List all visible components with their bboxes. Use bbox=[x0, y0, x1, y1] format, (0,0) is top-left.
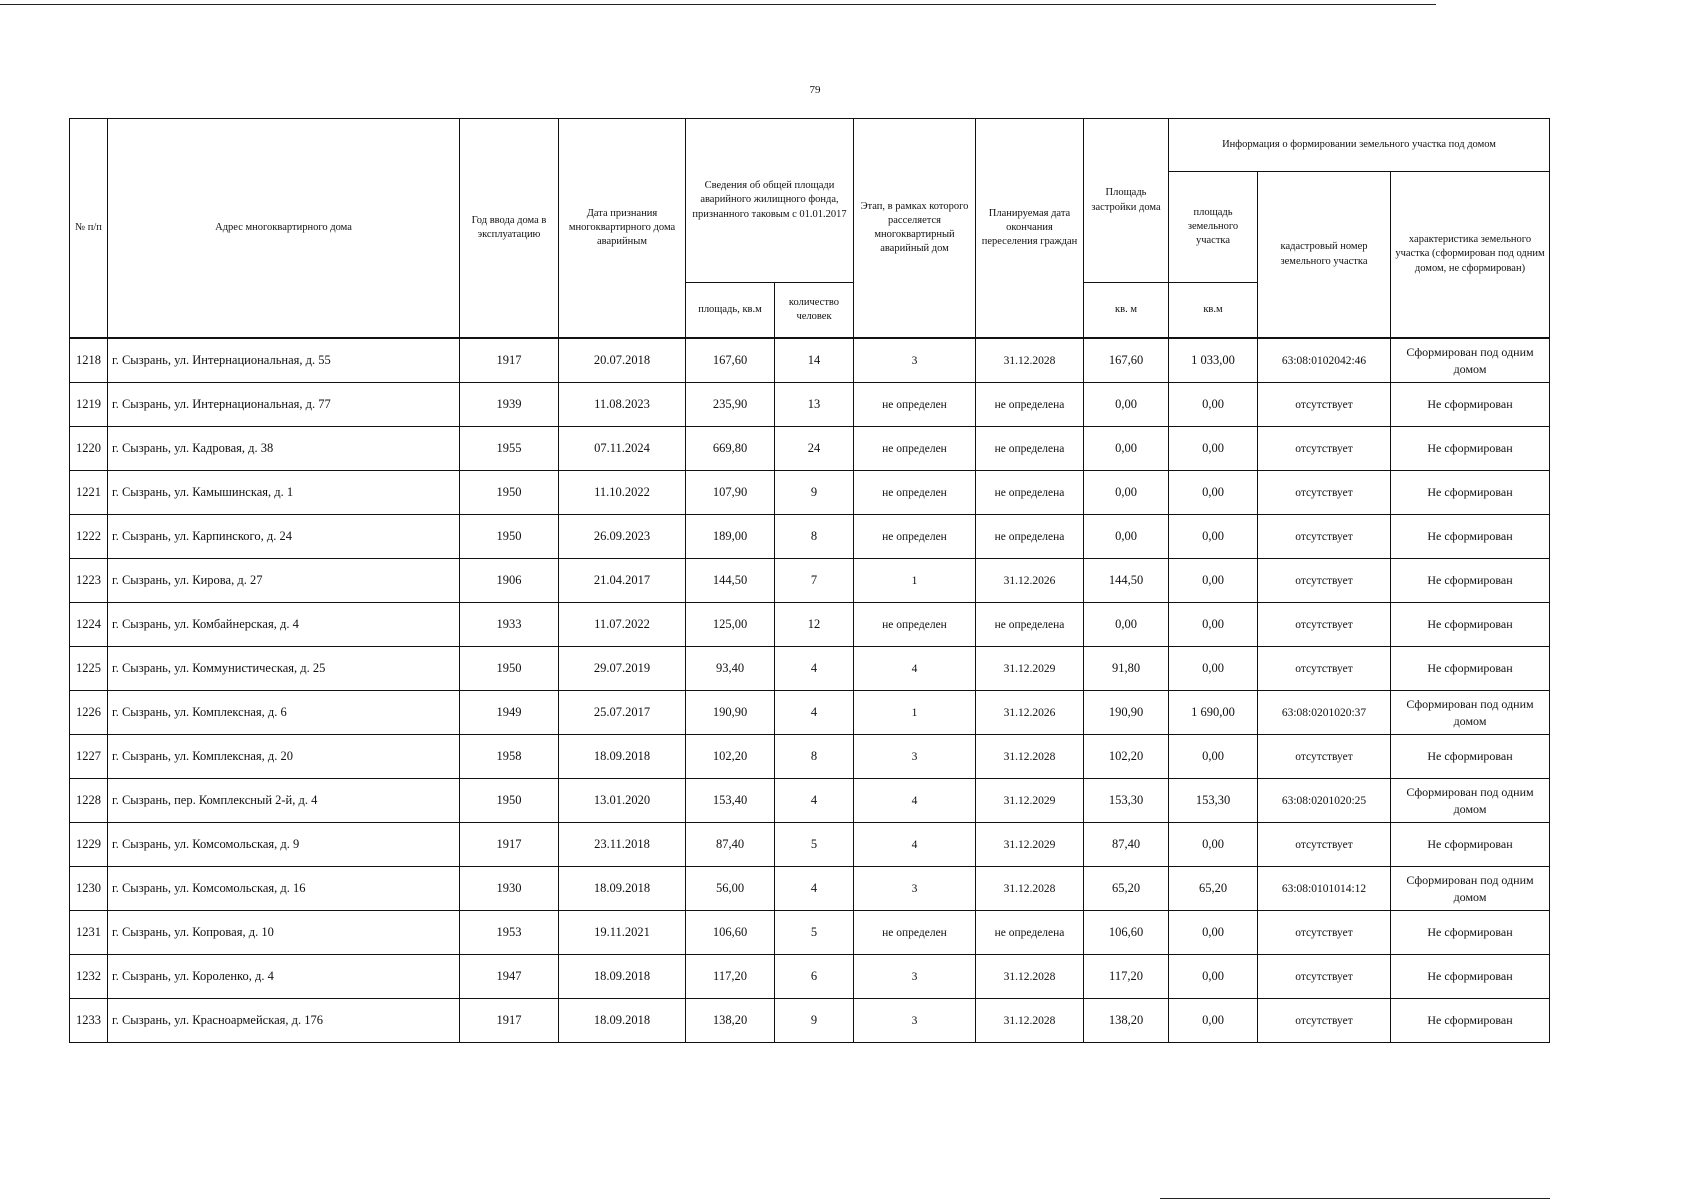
cell-num: 1227 bbox=[70, 735, 108, 779]
cell-planned-date: 31.12.2026 bbox=[976, 691, 1084, 735]
cell-land-characteristic: Сформирован под одним домом bbox=[1391, 867, 1550, 911]
cell-build-area: 0,00 bbox=[1084, 471, 1169, 515]
cell-area: 87,40 bbox=[686, 823, 775, 867]
cell-land-characteristic: Не сформирован bbox=[1391, 427, 1550, 471]
cell-year: 1917 bbox=[460, 823, 559, 867]
cell-land-characteristic: Не сформирован bbox=[1391, 823, 1550, 867]
cell-area: 125,00 bbox=[686, 603, 775, 647]
cell-land-area: 0,00 bbox=[1169, 383, 1258, 427]
cell-people: 9 bbox=[775, 999, 854, 1043]
cell-build-area: 144,50 bbox=[1084, 559, 1169, 603]
cell-land-area: 0,00 bbox=[1169, 911, 1258, 955]
header-num: № п/п bbox=[70, 119, 108, 339]
cell-planned-date: 31.12.2029 bbox=[976, 779, 1084, 823]
cell-cadastral: отсутствует bbox=[1258, 735, 1391, 779]
cell-address: г. Сызрань, ул. Комсомольская, д. 9 bbox=[108, 823, 460, 867]
cell-build-area: 138,20 bbox=[1084, 999, 1169, 1043]
cell-address: г. Сызрань, ул. Комплексная, д. 6 bbox=[108, 691, 460, 735]
cell-land-area: 0,00 bbox=[1169, 735, 1258, 779]
cell-area: 669,80 bbox=[686, 427, 775, 471]
cell-land-area: 65,20 bbox=[1169, 867, 1258, 911]
cell-people: 7 bbox=[775, 559, 854, 603]
header-planned-date: Планируемая дата окончания переселения граждан bbox=[976, 119, 1084, 339]
cell-planned-date: не определена bbox=[976, 603, 1084, 647]
cell-year: 1955 bbox=[460, 427, 559, 471]
cell-cadastral: 63:08:0101014:12 bbox=[1258, 867, 1391, 911]
cell-stage: 1 bbox=[854, 691, 976, 735]
bottom-rule bbox=[1160, 1198, 1550, 1199]
cell-land-characteristic: Не сформирован bbox=[1391, 647, 1550, 691]
cell-people: 8 bbox=[775, 735, 854, 779]
cell-address: г. Сызрань, ул. Камышинская, д. 1 bbox=[108, 471, 460, 515]
cell-build-area: 0,00 bbox=[1084, 515, 1169, 559]
header-people: количество человек bbox=[775, 283, 854, 339]
cell-build-area: 153,30 bbox=[1084, 779, 1169, 823]
cell-year: 1906 bbox=[460, 559, 559, 603]
cell-year: 1958 bbox=[460, 735, 559, 779]
cell-address: г. Сызрань, ул. Интернациональная, д. 77 bbox=[108, 383, 460, 427]
cell-land-characteristic: Сформирован под одним домом bbox=[1391, 338, 1550, 383]
cell-people: 4 bbox=[775, 867, 854, 911]
cell-stage: 4 bbox=[854, 647, 976, 691]
cell-recognition-date: 11.10.2022 bbox=[559, 471, 686, 515]
cell-num: 1218 bbox=[70, 338, 108, 383]
cell-area: 93,40 bbox=[686, 647, 775, 691]
cell-build-area: 190,90 bbox=[1084, 691, 1169, 735]
cell-land-area: 0,00 bbox=[1169, 515, 1258, 559]
cell-recognition-date: 19.11.2021 bbox=[559, 911, 686, 955]
cell-cadastral: отсутствует bbox=[1258, 471, 1391, 515]
cell-cadastral: 63:08:0201020:37 bbox=[1258, 691, 1391, 735]
cell-land-area: 0,00 bbox=[1169, 603, 1258, 647]
table-row bbox=[70, 911, 1550, 955]
cell-land-area: 0,00 bbox=[1169, 823, 1258, 867]
cell-num: 1229 bbox=[70, 823, 108, 867]
cell-num: 1220 bbox=[70, 427, 108, 471]
cell-land-characteristic: Не сформирован bbox=[1391, 471, 1550, 515]
header-land-area: площадь земельного участка bbox=[1169, 172, 1258, 283]
cell-land-characteristic: Не сформирован bbox=[1391, 735, 1550, 779]
cell-area: 235,90 bbox=[686, 383, 775, 427]
cell-stage: 3 bbox=[854, 735, 976, 779]
cell-planned-date: 31.12.2028 bbox=[976, 338, 1084, 383]
cell-cadastral: отсутствует bbox=[1258, 999, 1391, 1043]
cell-address: г. Сызрань, ул. Красноармейская, д. 176 bbox=[108, 999, 460, 1043]
cell-people: 14 bbox=[775, 338, 854, 383]
header-stage: Этап, в рамках которого расселяется многоквартирный аварийный дом bbox=[854, 119, 976, 339]
cell-cadastral: отсутствует bbox=[1258, 603, 1391, 647]
cell-build-area: 102,20 bbox=[1084, 735, 1169, 779]
cell-address: г. Сызрань, ул. Карпинского, д. 24 bbox=[108, 515, 460, 559]
cell-stage: 3 bbox=[854, 999, 976, 1043]
cell-stage: не определен bbox=[854, 471, 976, 515]
cell-planned-date: 31.12.2028 bbox=[976, 735, 1084, 779]
cell-build-area: 65,20 bbox=[1084, 867, 1169, 911]
cell-num: 1222 bbox=[70, 515, 108, 559]
cell-people: 4 bbox=[775, 647, 854, 691]
cell-land-characteristic: Сформирован под одним домом bbox=[1391, 691, 1550, 735]
cell-recognition-date: 07.11.2024 bbox=[559, 427, 686, 471]
cell-stage: 1 bbox=[854, 559, 976, 603]
cell-recognition-date: 11.08.2023 bbox=[559, 383, 686, 427]
cell-people: 24 bbox=[775, 427, 854, 471]
header-cadastral: кадастровый номер земельного участка bbox=[1258, 172, 1391, 339]
cell-stage: не определен bbox=[854, 603, 976, 647]
cell-address: г. Сызрань, ул. Коммунистическая, д. 25 bbox=[108, 647, 460, 691]
cell-year: 1949 bbox=[460, 691, 559, 735]
cell-planned-date: не определена bbox=[976, 427, 1084, 471]
cell-year: 1950 bbox=[460, 647, 559, 691]
header-address: Адрес многоквартирного дома bbox=[108, 119, 460, 339]
cell-people: 4 bbox=[775, 691, 854, 735]
cell-cadastral: отсутствует bbox=[1258, 955, 1391, 999]
cell-area: 117,20 bbox=[686, 955, 775, 999]
cell-land-characteristic: Не сформирован bbox=[1391, 559, 1550, 603]
cell-recognition-date: 18.09.2018 bbox=[559, 735, 686, 779]
cell-cadastral: отсутствует bbox=[1258, 559, 1391, 603]
cell-address: г. Сызрань, пер. Комплексный 2-й, д. 4 bbox=[108, 779, 460, 823]
cell-land-area: 1 690,00 bbox=[1169, 691, 1258, 735]
cell-area: 190,90 bbox=[686, 691, 775, 735]
header-recognition-date: Дата признания многоквартирного дома аварийным bbox=[559, 119, 686, 339]
cell-people: 5 bbox=[775, 911, 854, 955]
cell-people: 9 bbox=[775, 471, 854, 515]
cell-year: 1933 bbox=[460, 603, 559, 647]
cell-people: 8 bbox=[775, 515, 854, 559]
cell-cadastral: отсутствует bbox=[1258, 515, 1391, 559]
table-row bbox=[70, 471, 1550, 515]
header-land-group: Информация о формировании земельного участка под домом bbox=[1169, 119, 1550, 172]
cell-area: 138,20 bbox=[686, 999, 775, 1043]
cell-people: 5 bbox=[775, 823, 854, 867]
table-row bbox=[70, 559, 1550, 603]
cell-stage: 3 bbox=[854, 338, 976, 383]
cell-area: 106,60 bbox=[686, 911, 775, 955]
header-year: Год ввода дома в эксплуатацию bbox=[460, 119, 559, 339]
cell-land-area: 153,30 bbox=[1169, 779, 1258, 823]
cell-build-area: 167,60 bbox=[1084, 338, 1169, 383]
cell-year: 1953 bbox=[460, 911, 559, 955]
header-build-area: Площадь застройки дома bbox=[1084, 119, 1169, 283]
header-area: площадь, кв.м bbox=[686, 283, 775, 339]
cell-land-characteristic: Не сформирован bbox=[1391, 999, 1550, 1043]
cell-people: 4 bbox=[775, 779, 854, 823]
table-row bbox=[70, 603, 1550, 647]
cell-land-area: 0,00 bbox=[1169, 559, 1258, 603]
cell-stage: 4 bbox=[854, 823, 976, 867]
cell-stage: не определен bbox=[854, 427, 976, 471]
cell-recognition-date: 29.07.2019 bbox=[559, 647, 686, 691]
cell-build-area: 0,00 bbox=[1084, 603, 1169, 647]
cell-year: 1917 bbox=[460, 338, 559, 383]
cell-land-area: 0,00 bbox=[1169, 427, 1258, 471]
cell-num: 1233 bbox=[70, 999, 108, 1043]
top-rule bbox=[0, 4, 1436, 5]
cell-year: 1947 bbox=[460, 955, 559, 999]
cell-area: 153,40 bbox=[686, 779, 775, 823]
cell-planned-date: 31.12.2028 bbox=[976, 999, 1084, 1043]
table-row bbox=[70, 823, 1550, 867]
cell-address: г. Сызрань, ул. Комсомольская, д. 16 bbox=[108, 867, 460, 911]
cell-cadastral: отсутствует bbox=[1258, 647, 1391, 691]
cell-address: г. Сызрань, ул. Интернациональная, д. 55 bbox=[108, 338, 460, 383]
cell-land-characteristic: Не сформирован bbox=[1391, 911, 1550, 955]
cell-address: г. Сызрань, ул. Короленко, д. 4 bbox=[108, 955, 460, 999]
cell-num: 1221 bbox=[70, 471, 108, 515]
cell-land-area: 0,00 bbox=[1169, 955, 1258, 999]
cell-cadastral: отсутствует bbox=[1258, 427, 1391, 471]
cell-people: 13 bbox=[775, 383, 854, 427]
cell-area: 107,90 bbox=[686, 471, 775, 515]
cell-recognition-date: 13.01.2020 bbox=[559, 779, 686, 823]
cell-land-characteristic: Не сформирован bbox=[1391, 383, 1550, 427]
header-area-info: Сведения об общей площади аварийного жилищного фонда, признанного таковым с 01.01.2017 bbox=[686, 119, 854, 283]
cell-land-characteristic: Не сформирован bbox=[1391, 955, 1550, 999]
table-row bbox=[70, 515, 1550, 559]
cell-cadastral: отсутствует bbox=[1258, 823, 1391, 867]
cell-planned-date: 31.12.2028 bbox=[976, 867, 1084, 911]
table-row bbox=[70, 691, 1550, 735]
cell-area: 56,00 bbox=[686, 867, 775, 911]
table-body bbox=[70, 338, 1550, 1043]
table-row bbox=[70, 867, 1550, 911]
cell-stage: не определен bbox=[854, 911, 976, 955]
table-row bbox=[70, 779, 1550, 823]
table-row bbox=[70, 999, 1550, 1043]
cell-year: 1917 bbox=[460, 999, 559, 1043]
table-row bbox=[70, 383, 1550, 427]
cell-num: 1219 bbox=[70, 383, 108, 427]
cell-land-characteristic: Не сформирован bbox=[1391, 603, 1550, 647]
page-number: 79 bbox=[809, 84, 821, 96]
cell-num: 1224 bbox=[70, 603, 108, 647]
cell-build-area: 0,00 bbox=[1084, 383, 1169, 427]
cell-recognition-date: 18.09.2018 bbox=[559, 999, 686, 1043]
cell-recognition-date: 21.04.2017 bbox=[559, 559, 686, 603]
cell-build-area: 0,00 bbox=[1084, 427, 1169, 471]
cell-people: 6 bbox=[775, 955, 854, 999]
cell-num: 1231 bbox=[70, 911, 108, 955]
cell-land-area: 0,00 bbox=[1169, 471, 1258, 515]
cell-area: 144,50 bbox=[686, 559, 775, 603]
cell-planned-date: 31.12.2026 bbox=[976, 559, 1084, 603]
cell-planned-date: 31.12.2028 bbox=[976, 955, 1084, 999]
cell-num: 1226 bbox=[70, 691, 108, 735]
cell-num: 1230 bbox=[70, 867, 108, 911]
cell-planned-date: не определена bbox=[976, 515, 1084, 559]
cell-land-characteristic: Не сформирован bbox=[1391, 515, 1550, 559]
header-land-characteristic: характеристика земельного участка (сформирован под одним домом, не сформирован) bbox=[1391, 172, 1550, 339]
cell-build-area: 91,80 bbox=[1084, 647, 1169, 691]
cell-land-area: 0,00 bbox=[1169, 999, 1258, 1043]
cell-planned-date: не определена bbox=[976, 911, 1084, 955]
cell-area: 102,20 bbox=[686, 735, 775, 779]
cell-recognition-date: 26.09.2023 bbox=[559, 515, 686, 559]
cell-cadastral: 63:08:0102042:46 bbox=[1258, 338, 1391, 383]
table-row bbox=[70, 955, 1550, 999]
cell-recognition-date: 11.07.2022 bbox=[559, 603, 686, 647]
cell-planned-date: не определена bbox=[976, 471, 1084, 515]
cell-address: г. Сызрань, ул. Комбайнерская, д. 4 bbox=[108, 603, 460, 647]
cell-recognition-date: 23.11.2018 bbox=[559, 823, 686, 867]
cell-planned-date: 31.12.2029 bbox=[976, 823, 1084, 867]
cell-land-characteristic: Сформирован под одним домом bbox=[1391, 779, 1550, 823]
cell-address: г. Сызрань, ул. Комплексная, д. 20 bbox=[108, 735, 460, 779]
header-land-unit: кв.м bbox=[1169, 283, 1258, 339]
cell-planned-date: не определена bbox=[976, 383, 1084, 427]
cell-planned-date: 31.12.2029 bbox=[976, 647, 1084, 691]
cell-stage: 3 bbox=[854, 955, 976, 999]
cell-address: г. Сызрань, ул. Копровая, д. 10 bbox=[108, 911, 460, 955]
cell-num: 1223 bbox=[70, 559, 108, 603]
cell-num: 1228 bbox=[70, 779, 108, 823]
cell-year: 1939 bbox=[460, 383, 559, 427]
emergency-housing-table bbox=[69, 118, 1550, 1043]
cell-address: г. Сызрань, ул. Кадровая, д. 38 bbox=[108, 427, 460, 471]
cell-year: 1950 bbox=[460, 471, 559, 515]
cell-recognition-date: 25.07.2017 bbox=[559, 691, 686, 735]
cell-year: 1930 bbox=[460, 867, 559, 911]
cell-recognition-date: 18.09.2018 bbox=[559, 955, 686, 999]
cell-land-area: 1 033,00 bbox=[1169, 338, 1258, 383]
cell-stage: не определен bbox=[854, 383, 976, 427]
table-row bbox=[70, 427, 1550, 471]
cell-num: 1232 bbox=[70, 955, 108, 999]
cell-year: 1950 bbox=[460, 779, 559, 823]
cell-build-area: 87,40 bbox=[1084, 823, 1169, 867]
header-build-unit: кв. м bbox=[1084, 283, 1169, 339]
table-row bbox=[70, 735, 1550, 779]
cell-build-area: 106,60 bbox=[1084, 911, 1169, 955]
cell-stage: не определен bbox=[854, 515, 976, 559]
cell-recognition-date: 18.09.2018 bbox=[559, 867, 686, 911]
table-row bbox=[70, 338, 1550, 383]
cell-build-area: 117,20 bbox=[1084, 955, 1169, 999]
cell-year: 1950 bbox=[460, 515, 559, 559]
cell-address: г. Сызрань, ул. Кирова, д. 27 bbox=[108, 559, 460, 603]
cell-land-area: 0,00 bbox=[1169, 647, 1258, 691]
cell-cadastral: 63:08:0201020:25 bbox=[1258, 779, 1391, 823]
cell-stage: 3 bbox=[854, 867, 976, 911]
cell-stage: 4 bbox=[854, 779, 976, 823]
cell-cadastral: отсутствует bbox=[1258, 383, 1391, 427]
cell-num: 1225 bbox=[70, 647, 108, 691]
cell-cadastral: отсутствует bbox=[1258, 911, 1391, 955]
table-row bbox=[70, 647, 1550, 691]
cell-people: 12 bbox=[775, 603, 854, 647]
cell-recognition-date: 20.07.2018 bbox=[559, 338, 686, 383]
cell-area: 167,60 bbox=[686, 338, 775, 383]
cell-area: 189,00 bbox=[686, 515, 775, 559]
